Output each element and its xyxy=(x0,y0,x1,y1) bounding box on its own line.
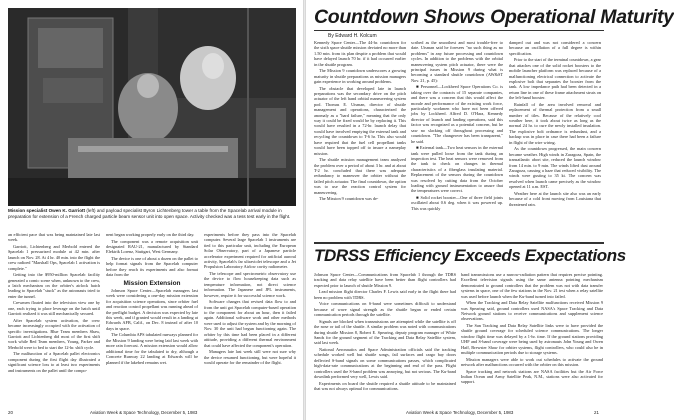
paragraph: National Aeronautics and Space Administration officials said the tracking schedule worked well but shuttle songs, fail surfaces and cargo bay doors deflected S-band signals on some communications passes, which complicated high-data-rate communications at the beginning and end of the pass. Flight controllers used the S-band problem was annoying, but not serious. The Ku-band downlink performed very well, Lewis said. xyxy=(314,347,456,380)
paragraph: Voice communications on S-band were sometimes difficult to understand because of wave signal strength as the shuttle began or ended certain communication periods through the satellite. xyxy=(314,301,456,318)
paragraph: Software changes that revised data flow to and from the unit got Spacelab computer-based operation to the component for about an hour, then it failed again. Additional software work and other methods were used to adjust the system and by the morning of Nov. 30 the unit had begun functioning again. The orbiter by this time had been placed in a different attitude, providing a different thermal environment that could have affected the component's operation. xyxy=(204,299,296,348)
paragraph: ■ External tank—Two heat sensors in the external tank were pulled loose from the tank during an inspection test. The heat sensors were removed from the tank to check on changes in thermal characteristics of a fiberglass insulating material. Replacement of the sensors during the countdown was resolved by cutting data from the October loading with ground instrumentation to assure that the temperatures were correct. xyxy=(411,145,503,194)
paragraph: Getting into the $950-million Spacelab facility generated a comic scene when, unknown to the crew, a latch mechanism on the orbiter's airlock hatch leading to Spacelab "stuck" as the astronauts tried to enter the tunnel. xyxy=(8,272,100,299)
paragraph: Weather here at the launch site also was an early because of a cold front moving from Louisiana that threatened rain. xyxy=(509,190,601,207)
paragraph: As the countdown progressed, the main concern became weather. High winds in Zaragoza, Spain, the transatlantic abort site, reduced the launch window from 14 min. to 9 min. The winds lifted dust around Zaragoza, causing a haze that reduced visibility. The winds were gusting to 35 kt. The concern was resolved when launch came precisely as the window opened at 11 a.m. EST. xyxy=(509,146,601,190)
paragraph: The component was a remote acquisition unit designated RAU-21, manufactured by Standard Elektrik Lorenz, Stuttgart, West Germany. xyxy=(106,238,198,255)
paragraph: Signals are blocked when transmissions are attempted while the satellite is off the nose or tail of the shuttle. A similar problem was noted with communications during shuttle Mission 8, Robert E. Spearing, deputy program manager of White Sands for the ground segment of the Tracking and Data Relay Satellite system, said last week. xyxy=(314,318,456,346)
byline: By Edward H. Kolcum xyxy=(328,33,377,39)
right-column-2 xyxy=(411,40,503,240)
headline: Countdown Shows Operational Maturity xyxy=(314,6,674,28)
paragraph: The device is one of about a dozen on the pallet to help format signals from the Spacelab computer before they reach its experiments and also format data from the xyxy=(106,256,198,278)
box-top-rule xyxy=(314,242,604,244)
right-column-3 xyxy=(509,40,601,240)
mission-extension-heading: Mission Extension xyxy=(123,279,181,287)
paragraph: The Columbia APS tabulated runways planned for the Mission 9 landing were being laid last week with more rain forecast. A mission extension would allow additional time for the tabulated to dry, although a Concrete Runway 22 landing at Edwards will be planned if the lakebed remains wet. xyxy=(106,332,198,365)
paragraph: Garriott, Lichtenberg and Merbold entered the Spacelab 1 pressurized module at 42 min. after launch on Nov. 28. At 4 hr. 40 min. into the flight the crew radioed "Marshall Ops, Spacelab 1 activation is complete." xyxy=(8,244,100,271)
paragraph: experiments before they pass into the Spacelab computer. Several large Spacelab 1 instruments are tied to this particular unit, including the European Solar Observatory, part of a Japanese particle accelerator experiment required for artificial auroral activity, Spacelab's far ultraviolet telescope and a Jet Propulsion Laboratory Airlow cavity radiometer. xyxy=(204,232,296,270)
right-column-1 xyxy=(314,40,406,240)
paragraph: When the Tracking and Data Relay Satellite malfunctions received Mission 9 was Spearing said, ground controllers used NASA's Space Tracking and Data Network ground stations to receive communications and supplement science observations. xyxy=(461,300,603,322)
paragraph: The obstacle that developed late in launch preparations was the secondary drive on the pitch actuator of the left hand orbital maneuvering system pod. Thomas E. Utsman, director of shuttle management and operations, characterized the anomaly as a "hard failure," meaning that the only way it could be fixed would be by replacing it. This would have resulted in a 72-hr. launch delay that would have involved emptying the external tank and recycling the countdown to T-6 hr. This also would have required that the fuel cell propellant tanks would have been topped off to insure a nameplay mission. xyxy=(314,85,406,156)
paragraph: Managers late last week still were not sure why the device resumed functioning, but were hopeful it would operate for the remainder of the flight. xyxy=(204,349,296,365)
page-number-right: 21 xyxy=(594,410,599,415)
paragraph: The telescope and spectrometric observatory use the device to flow housekeeping data such as temperature information, not direct science information. The Japanese and JPL instruments, however, require it for successful science work. xyxy=(204,271,296,298)
paragraph: Mission managers were able to work out schedules to activate the ground network after malfunctions occurred with the orbiter on this mission. xyxy=(461,356,603,368)
paragraph: The shuttle mission management team analyzed the problem over a period of about 3 hr. and at about T-2 hr. concluded that there was adequate redundancy to maneuver the orbiter without the failed pitch actuator. The final countdown, the option was to use the reaction control system for maneuvering. xyxy=(314,157,406,195)
paragraph: Crewmen floated into the television view one by one, each trying to place leverage on the hatch until Garriott realized it was still mechanically secured. xyxy=(8,300,100,317)
paragraph: nent began working properly early on the third day. xyxy=(106,232,195,237)
paragraph: The San Tracking and Data Relay Satellite links were to have provided the shuttle ground coverage for scheduled science communications. The longer window flight time was delayed by a 1-hr. time. If the ground stations providing UHF and S-band coverage were being used by astronauts John Young and Owen Haff, Brewster Shaw for orbiter systems, flight controllers, who could also be in multiple communication periods due to storage systems. xyxy=(461,323,603,356)
paragraph: Space tracking and network stations are NASA facilities but the Air Force Indian Ocean and Army Satellite Peak, N.M., stations were also activated for support. xyxy=(461,368,603,385)
paragraph: Prior to the start of the terminal countdown, a gear that attaches one of the solid rocket boosters to the mobile launcher platform was replaced because of a malfunctioning electrical connection to activate the explosive bolt that separates the booster from the tank. A low impedance path had been detected in a return line in one of these frame attachment struts on the left-hand booster. xyxy=(509,57,601,101)
left-column-2 xyxy=(106,232,198,366)
caption-text: (left) and payload specialist Byron Lichtenberg tower a table from the Spacelab arrival module in preparation for extension of a French charged particle beam sensor unit into open space. Activity checked was a tess test early in the flight. xyxy=(8,208,291,219)
paragraph: Experiments on board the shuttle required a shuttle attitude to be maintained that was not always optimal for communications. xyxy=(314,380,456,392)
paragraph: The Mission 9 countdown underscores a growing maturity in shuttle preparations as mission managers gain experience in working around problems. xyxy=(314,68,406,85)
left-column-3 xyxy=(204,232,296,367)
headline-rule xyxy=(314,30,604,31)
left-column-1 xyxy=(8,232,100,374)
paragraph: band transmissions use a narrow-radiation pattern that requires precise pointing. Excellent television signals using the same antenna pointing mechanism demonstrated to ground controllers that the problem was not with data transfer systems in space, one of the few stations in the Nov. 21 test when a relay satellite was used before launch when the Ku-band turned into failed. xyxy=(461,272,603,299)
photo-caption xyxy=(8,208,296,219)
photo-illustration xyxy=(8,8,296,206)
paragraph: an efficient pace that was being maintained late last week. xyxy=(8,232,100,243)
paragraph: Lead mission flight director Charles F. Lewis said early in the flight there had been no problem with TDRS. xyxy=(314,289,456,300)
paragraph: ■ Personnel—Lockheed Space Operations Co. is taking over the contracts of 15 separate companies, and there was a concern that this would affect the morale and performance of the existing work force, particularly workmen who have not been offered jobs by Lockheed. Alfred D. O'Hara, Kennedy director of launch and landing operations, said this factor was recognized as a potential concern, but he saw no slacking off throughout processing and countdown. "The changeover has been transparent," he said. xyxy=(411,84,503,144)
paragraph: scribed as the smoothest and most trouble-free to date. Utsman said he foresees "no such thing as no problems" in any future processing and countdown cycles. In addition to the problems with the orbital maneuvering system pitch actuator, there were the principal issues in Mission 9 during what is becoming a standard shuttle countdown (AW&ST Nov. 21, p. 45): xyxy=(411,40,503,83)
paragraph: Kennedy Space Center—The 44-hr. countdown for the sixth space shuttle mission deviated no more than 1.50 min. from its plan despite a problem that would have delayed launch 70 hr. if it had occurred earlier in the shuttle program. xyxy=(314,40,406,67)
box-column-1 xyxy=(314,272,456,393)
left-page xyxy=(0,0,304,420)
caption-lead: Mission specialist Owen K. Garriott xyxy=(8,208,86,213)
box-column-2 xyxy=(461,272,603,386)
paragraph: ■ Solid rocket booster—One of three field joints oscillated about 0.6 deg. when it was powered up. This was quickly xyxy=(411,194,503,211)
paragraph: damped out and was not considered a concern because an oscillation of a full degree is within specification. xyxy=(509,40,601,56)
page-number-left: 20 xyxy=(8,410,13,415)
paragraph: Rainfall of the area involved removal and replacement of thermal protection from a small number of tiles. Because of the relatively cool weather here, it took about twice as long as the normal 24 hr. to cure the newly installed insulation. The explosive bolt ordnance is redundant, and a backup was in place in case there had been a failure in flight of the wire wiring. xyxy=(509,101,601,145)
paragraph: The malfunction of a Spacelab pallet electronics component during the first flight day illustrated a significant science loss to at least two experiments and instruments on the pallet until the compo- xyxy=(8,351,100,373)
mission-photo xyxy=(8,8,296,206)
footer-left: Aviation Week & Space Technology, December 5, 1983 xyxy=(90,410,198,415)
paragraph: The Mission 9 countdown was de- xyxy=(319,196,379,202)
right-page xyxy=(306,0,674,420)
paragraph: Johnson Space Center—Communications from Spacelab 1 through the TDRS tracking and data relay satellite have been better than flight controllers had expected prior to launch of shuttle Mission 9. xyxy=(314,272,456,288)
paragraph: After Spacelab system activation, the crew became increasingly occupied with the activation of specific investigations. Blue Team members Shaw, Garriott and Lichtenberg did most of the first shift work while Red Team members, Young, Parker and Merbold were to bed to start the 12-hr. shift cycle. xyxy=(8,317,100,350)
box-headline: TDRSS Efficiency Exceeds Expectations xyxy=(314,246,626,265)
paragraph: Johnson Space Center—Spacelab managers last week were considering a one-day mission extension for acquisition science operations, since orbiter fuel and reaction control propellant was running ahead of the preflight budget. A decision was expected by late this week, and if granted would result in a landing at Edwards AFB, Calif., on Dec. 8 instead of after 10 days in space. xyxy=(106,288,198,331)
footer-right: Aviation Week & Space Technology, December 5, 1983 xyxy=(406,410,514,415)
